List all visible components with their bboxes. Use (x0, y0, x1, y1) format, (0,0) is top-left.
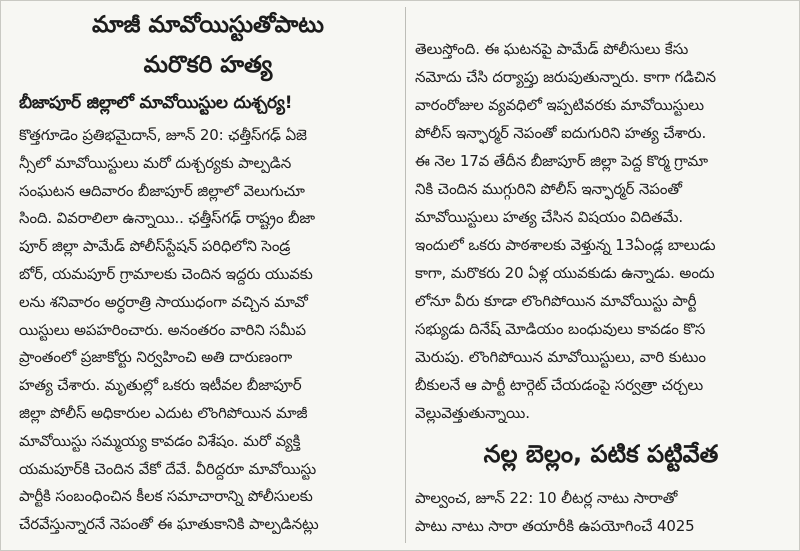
body-line-left-3: సంఘటన ఆదివారం బీజాపూర్ జిల్లాలో వెలుగుచూ (19, 181, 305, 200)
body-line-right-10: లోనూ వీరు కూడా లొంగిపోయిన మావోయిస్టు పార్టీ (415, 292, 697, 310)
body-line-left-11: జిల్లా పోలీస్ అధికారుల ఎదుట లొంగిపోయిన మాజీ (19, 403, 308, 422)
body-line-left-13: యమపూర్‌కి చెందిన వేకో దేవే. వీరిద్దరూ మావోయిస్టు (19, 459, 317, 478)
body-line-left-10: హత్య చేశారు. మృతుల్లో ఒకరు ఇటీవల బీజాపూర్ (19, 376, 302, 395)
body-line-left-4: సింది. వివరాలిలా ఉన్నాయి.. ఛత్తీస్‌గఢ్ రాష్ట్రం బీజా (19, 209, 315, 228)
body-line-left-2: న్సీలో మావోయిస్టులు మరో దుశ్చర్యకు పాల్పడిన (19, 153, 292, 172)
body-line-left-6: బోర్, యమపూర్ గ్రామాలకు చెందిన ఇద్దరు యువకు (19, 264, 313, 283)
body-line-left-14: పార్టీకి సంబంధించిన కీలక సమాచారాన్ని పోలీసులకు (19, 487, 313, 506)
body-line-right-9: కాగా, మరొకరు 20 ఏళ్ల యువకుడు ఉన్నాడు. అందు (415, 264, 715, 282)
body-line-right-13: బీకులనే ఆ పార్టీ టార్గెట్ చేయడంపై సర్వత్రా చర్చలు (415, 376, 704, 394)
body-line-left-1: కొత్తగూడెం ప్రతిభమైదాన్, జూన్ 20: ఛత్తీస్‌గఢ్ ఏజె (19, 126, 307, 144)
body-line-right-12: మెరుపు. లొంగిపోయిన మావోయిస్టులు, వారి కుటుం (415, 348, 706, 366)
subheadline: బీజాపూర్ జిల్లాలో మావోయిస్టుల దుశ్చర్య! (19, 93, 293, 113)
body-line-right-1: తెలుస్తోంది. ఈ ఘటనపై పామేడ్ పోలీసులు కేసు (415, 40, 689, 58)
body-line-left-12: మావోయిస్టు సమ్మయ్య కావడం విశేషం. మరో వ్యక్తి (19, 431, 301, 450)
body-line-right-14: వెల్లువెత్తుతున్నాయి. (415, 404, 530, 422)
body-line-right-5: ఈ నెల 17వ తేదీన బీజాపూర్ జిల్లా పెద్ద కొర్మ గ్రామా (415, 152, 708, 170)
body-line-right-7: మావోయిస్టులు హత్య చేసిన విషయం విదితమే. (415, 208, 684, 226)
body-line-left-5: పూర్ జిల్లా పామేడ్ పోలీస్‌స్టేషన్ పరిధిలోని సెండ్ర (19, 237, 291, 256)
body-line-right-11: సభ్యుడు దినేష్ మోడియం బంధువులు కావడం కొస (415, 320, 706, 338)
left-body (19, 122, 397, 539)
right-body (415, 35, 787, 427)
body-line-right-8: ఇందులో ఒకరు పాఠశాలకు వెళ్తున్న 13ఏండ్ల బాలుడు (415, 236, 716, 254)
second-story-body (415, 484, 787, 540)
body-line-left-9: ప్రాంతంలో ప్రజాకోర్టు నిర్వహించి అతి దారుణంగా (19, 348, 293, 367)
body-line-left-15: చేరవేస్తున్నారనే నెపంతో ఈ ఘాతుకానికి పాల్పడినట్లు (19, 515, 319, 534)
body-line-right-3: వారంరోజుల వ్యవధిలో ఇప్పటివరకు మావోయిస్టులు (415, 96, 704, 114)
second-headline: నల్ల బెల్లం, పటిక పట్టివేత (483, 440, 719, 468)
headline-line-1: మాజీ మావోయిస్టుతోపాటు (91, 12, 325, 38)
body-line-right-6: నికి చెందిన ముగ్గురిని పోలీస్ ఇన్ఫార్మర్ నెపంతో (415, 180, 682, 198)
body-line-left-7: లను శనివారం అర్ధరాత్రి సాయుధంగా వచ్చిన మావో (19, 292, 308, 311)
second-story-line-2: పాటు నాటు సారా తయారీకి ఉపయోగించే 4025 (415, 517, 695, 535)
body-line-right-2: నమోదు చేసి దర్యాప్తు జరుపుతున్నారు. కాగా గడిచిన (415, 68, 716, 86)
body-line-left-8: యిస్టులు అపహరించారు. అనంతరం వారిని సమీప (19, 320, 306, 339)
body-line-right-4: పోలీస్ ఇన్ఫార్మర్ నెపంతో ఐదుగురిని హత్య చేశారు. (415, 124, 707, 142)
column-divider (405, 7, 406, 543)
second-story-line-1: పాల్వంచ, జూన్ 22: 10 లీటర్ల నాటు సారాతో (415, 489, 678, 507)
headline-line-2: మరొకరి హత్య (143, 52, 273, 78)
